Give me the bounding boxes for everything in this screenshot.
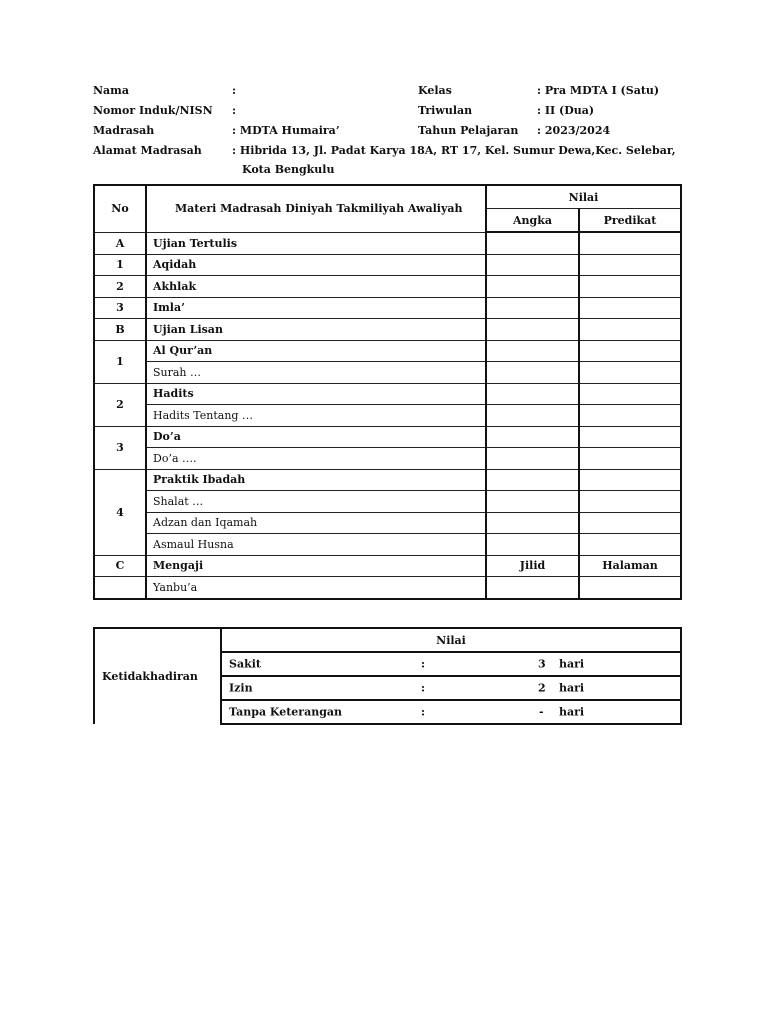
attendance-label: Ketidakhadiran [94, 628, 221, 724]
row-angka[interactable] [486, 232, 579, 254]
attendance-count[interactable]: 3 [538, 657, 546, 671]
row-angka[interactable] [486, 534, 579, 556]
row-predikat[interactable] [579, 276, 681, 298]
row-angka[interactable] [486, 448, 579, 470]
table-row [94, 512, 681, 534]
row-predikat[interactable] [579, 254, 681, 276]
table-row [94, 555, 681, 577]
row-materi: Akhlak [146, 276, 486, 298]
row-angka[interactable] [486, 297, 579, 319]
row-angka[interactable] [486, 426, 579, 448]
madrasah-label: Madrasah [93, 124, 155, 137]
table-row [94, 276, 681, 298]
header-materi: Materi Madrasah Diniyah Takmiliyah Awaliyah [146, 185, 486, 232]
attendance-unit: hari [559, 681, 585, 695]
row-materi: Imla’ [146, 297, 486, 319]
attendance-unit: hari [559, 657, 585, 671]
attendance-table [93, 627, 682, 725]
tahun-value: : 2023/2024 [537, 124, 611, 137]
attendance-type: Sakit [229, 657, 261, 671]
table-row [94, 362, 681, 384]
row-predikat[interactable] [579, 340, 681, 362]
kelas-value: : Pra MDTA I (Satu) [537, 84, 660, 97]
row-angka[interactable] [486, 254, 579, 276]
row-angka[interactable] [486, 362, 579, 384]
row-no: 2 [94, 276, 146, 298]
table-row [94, 383, 681, 405]
row-materi: Ujian Tertulis [146, 232, 486, 254]
table-row [94, 405, 681, 427]
table-row [94, 491, 681, 513]
row-angka[interactable] [486, 276, 579, 298]
row-materi: Asmaul Husna [146, 534, 486, 556]
header-nilai: Nilai [486, 185, 681, 209]
madrasah-value: : MDTA Humaira’ [232, 124, 340, 137]
nisn-value: : [232, 104, 237, 117]
table-row [94, 232, 681, 254]
row-predikat[interactable] [579, 297, 681, 319]
attendance-sep: : [421, 681, 426, 695]
attendance-count[interactable]: - [539, 705, 544, 719]
row-materi: Do’a …. [146, 448, 486, 470]
table-row [94, 448, 681, 470]
alamat-value-2: Kota Bengkulu [242, 163, 335, 176]
row-materi: Hadits [146, 383, 486, 405]
row-angka: Jilid [486, 555, 579, 577]
header-angka: Angka [486, 209, 579, 233]
row-predikat[interactable] [579, 512, 681, 534]
tahun-label: Tahun Pelajaran [418, 124, 519, 137]
attendance-count[interactable]: 2 [538, 681, 546, 695]
kelas-label: Kelas [418, 84, 452, 97]
row-no: 1 [94, 254, 146, 276]
alamat-value: : Hibrida 13, Jl. Padat Karya 18A, RT 17, Kel. Sumur Dewa,Kec. Selebar, [232, 144, 676, 157]
table-row [94, 534, 681, 556]
row-no [94, 577, 146, 599]
row-materi: Praktik Ibadah [146, 469, 486, 491]
nama-value: : [232, 84, 237, 97]
header-no: No [94, 185, 146, 232]
row-predikat: Halaman [579, 555, 681, 577]
row-predikat[interactable] [579, 448, 681, 470]
row-angka[interactable] [486, 340, 579, 362]
row-materi: Yanbu’a [146, 577, 486, 599]
row-no: A [94, 232, 146, 254]
student-info [93, 84, 693, 184]
triwulan-value: : II (Dua) [537, 104, 595, 117]
row-predikat[interactable] [579, 319, 681, 341]
row-materi: Mengaji [146, 555, 486, 577]
row-predikat[interactable] [579, 362, 681, 384]
table-row [94, 319, 681, 341]
table-row [94, 426, 681, 448]
row-angka[interactable] [486, 319, 579, 341]
row-predikat[interactable] [579, 383, 681, 405]
table-row [94, 469, 681, 491]
attendance-sep: : [421, 705, 426, 719]
row-no: 2 [94, 383, 146, 426]
row-materi: Adzan dan Iqamah [146, 512, 486, 534]
row-no: B [94, 319, 146, 341]
row-angka[interactable] [486, 491, 579, 513]
row-materi: Hadits Tentang … [146, 405, 486, 427]
row-materi: Surah … [146, 362, 486, 384]
table-row [94, 577, 681, 599]
table-row [94, 254, 681, 276]
row-materi: Aqidah [146, 254, 486, 276]
attendance-unit: hari [559, 705, 585, 719]
row-no: 3 [94, 426, 146, 469]
row-predikat[interactable] [579, 491, 681, 513]
row-angka[interactable] [486, 383, 579, 405]
row-materi: Al Qur’an [146, 340, 486, 362]
attendance-nilai-header: Nilai [221, 628, 681, 652]
row-no: 1 [94, 340, 146, 383]
row-angka[interactable] [486, 405, 579, 427]
row-predikat[interactable] [579, 232, 681, 254]
attendance-sep: : [421, 657, 426, 671]
row-materi: Do’a [146, 426, 486, 448]
grades-table [93, 184, 682, 600]
row-materi: Shalat … [146, 491, 486, 513]
row-no: 4 [94, 469, 146, 555]
row-predikat[interactable] [579, 469, 681, 491]
row-angka[interactable] [486, 512, 579, 534]
row-no: 3 [94, 297, 146, 319]
header-predikat: Predikat [579, 209, 681, 233]
row-angka[interactable] [486, 469, 579, 491]
alamat-label: Alamat Madrasah [93, 144, 202, 157]
triwulan-label: Triwulan [418, 104, 473, 117]
nisn-label: Nomor Induk/NISN [93, 104, 213, 117]
table-row [94, 297, 681, 319]
row-predikat[interactable] [579, 426, 681, 448]
table-row [94, 340, 681, 362]
row-materi: Ujian Lisan [146, 319, 486, 341]
attendance-type: Tanpa Keterangan [229, 705, 343, 719]
row-no: C [94, 555, 146, 577]
row-angka[interactable] [486, 577, 579, 599]
nama-label: Nama [93, 84, 129, 97]
row-predikat[interactable] [579, 577, 681, 599]
row-predikat[interactable] [579, 405, 681, 427]
row-predikat[interactable] [579, 534, 681, 556]
attendance-type: Izin [229, 681, 253, 695]
